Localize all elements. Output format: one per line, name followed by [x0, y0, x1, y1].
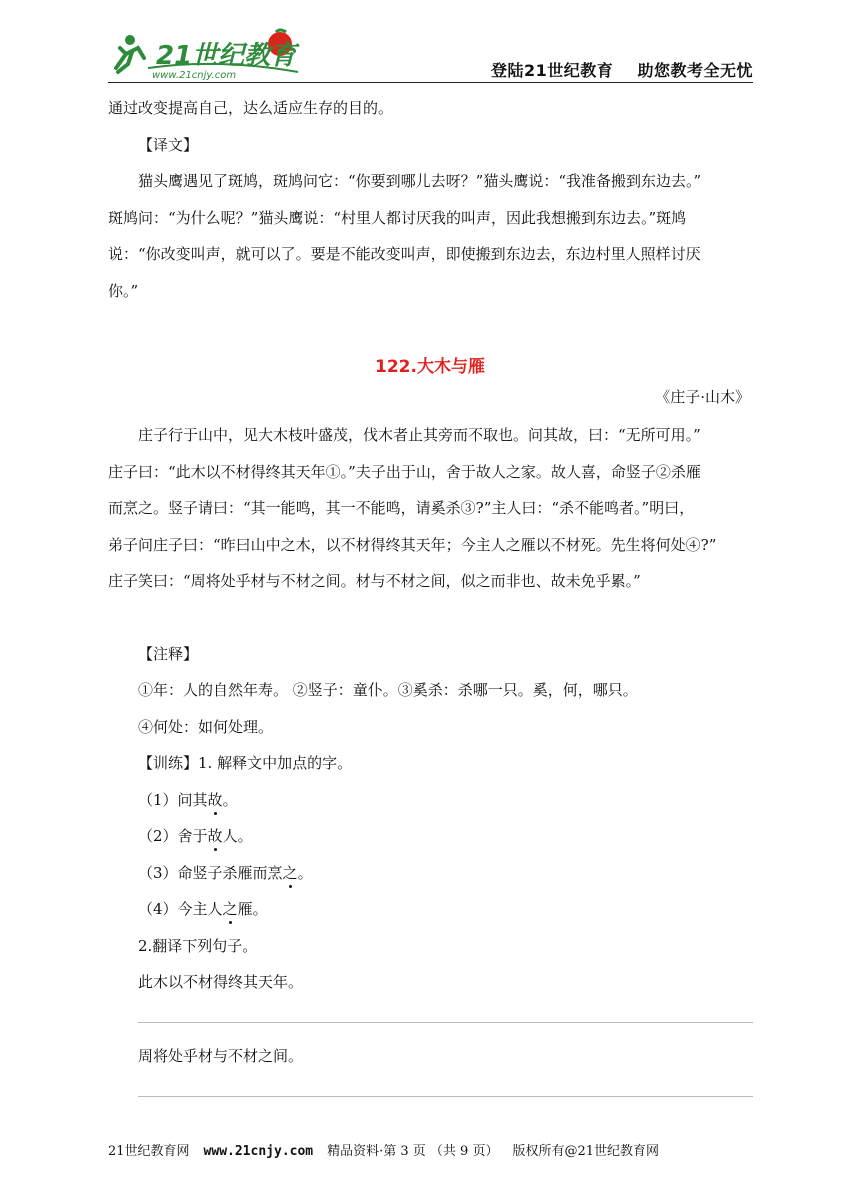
dotted-char: 之 — [222, 900, 238, 918]
translation-line: 猫头鹰遇见了斑鸠，斑鸠问它：“你要到哪儿去呀？”猫头鹰说：“我准备搬到东边去。” — [138, 172, 702, 190]
translation-line: 说：“你改变叫声，就可以了。要是不能改变叫声，即使搬到东边去，东边村里人照样讨厌 — [108, 245, 701, 263]
story-text-line: 弟子问庄子曰：“昨曰山中之木，以不材得终其天年；今主人之雁以不材死。先生将何处④?” — [108, 536, 717, 554]
dotted-char: 故 — [207, 791, 223, 809]
header-divider — [108, 82, 753, 83]
footer-site-name: 21世纪教育网 — [108, 1144, 190, 1159]
note-line: ①年：人的自然年寿。 ②竖子：童仆。③奚杀：杀哪一只。奚，何，哪只。 — [138, 681, 638, 699]
notes-heading: 【注释】 — [138, 645, 199, 663]
translation-line: 你。” — [108, 282, 139, 300]
story-text-line: 庄子笑曰：“周将处乎材与不材之间。材与不材之间，似之而非也、故未免乎累。” — [108, 572, 641, 590]
translation-line: 斑鸠问：“为什么呢？”猫头鹰说：“村里人都讨厌我的叫声，因此我想搬到东边去。”斑鸠 — [108, 209, 687, 227]
answer-line[interactable] — [138, 1022, 753, 1023]
runner-body-icon — [116, 48, 144, 72]
translation-heading: 【译文】 — [138, 136, 199, 154]
exercise-question-3: （3）命竖子杀雁而烹之。 — [138, 864, 313, 882]
header-tagline: 登陆21世纪教育 助您教考全无忧 — [490, 61, 753, 80]
exercise-heading: 【训练】1. 解释文中加点的字。 — [138, 754, 353, 772]
story-title: 122.大木与雁 — [375, 357, 485, 377]
footer-page-info: 精品资料·第 3 页 （共 9 页） — [327, 1144, 499, 1159]
story-text-line: 庄子曰：“此木以不材得终其天年①。”夫子出于山，舍于故人之家。故人喜，命竖子②杀雁 — [108, 463, 701, 481]
translate-sentence-2: 周将处乎材与不材之间。 — [138, 1047, 304, 1065]
story-text-line: 庄子行于山中，见大木枝叶盛茂，伐木者止其旁而不取也。问其故，曰：“无所可用。” — [138, 426, 701, 444]
translate-sentence-1: 此木以不材得终其天年。 — [138, 973, 304, 991]
note-line: ④何处：如何处理。 — [138, 718, 274, 736]
exercise-question-2: （2）舍于故人。 — [138, 827, 253, 845]
exercise-translate-heading: 2.翻译下列句子。 — [138, 937, 258, 955]
runner-head-icon — [125, 35, 135, 45]
exercise-question-1: （1）问其故。 — [138, 791, 238, 809]
exercise-question-4: （4）今主人之雁。 — [138, 900, 268, 918]
answer-line[interactable] — [138, 1096, 753, 1097]
footer-copyright: 版权所有@21世纪教育网 — [512, 1144, 660, 1159]
logo-graphic — [108, 28, 308, 80]
dotted-char: 故 — [207, 827, 223, 845]
dotted-char: 之 — [282, 864, 298, 882]
page-footer — [108, 1140, 673, 1159]
site-logo[interactable] — [108, 28, 308, 80]
story-source: 《庄子·山木》 — [655, 388, 750, 406]
previous-story-tail: 通过改变提高自己，达么适应生存的目的。 — [108, 99, 394, 117]
footer-url[interactable]: www.21cnjy.com — [203, 1144, 314, 1159]
logo-text: 21世纪教育 — [156, 41, 297, 71]
story-text-line: 而烹之。竖子请曰：“其一能鸣，其一不能鸣，请奚杀③?”主人曰：“杀不能鸣者。”明曰， — [108, 499, 695, 517]
page-header — [108, 28, 753, 82]
logo-url: www.21cnjy.com — [152, 70, 237, 80]
